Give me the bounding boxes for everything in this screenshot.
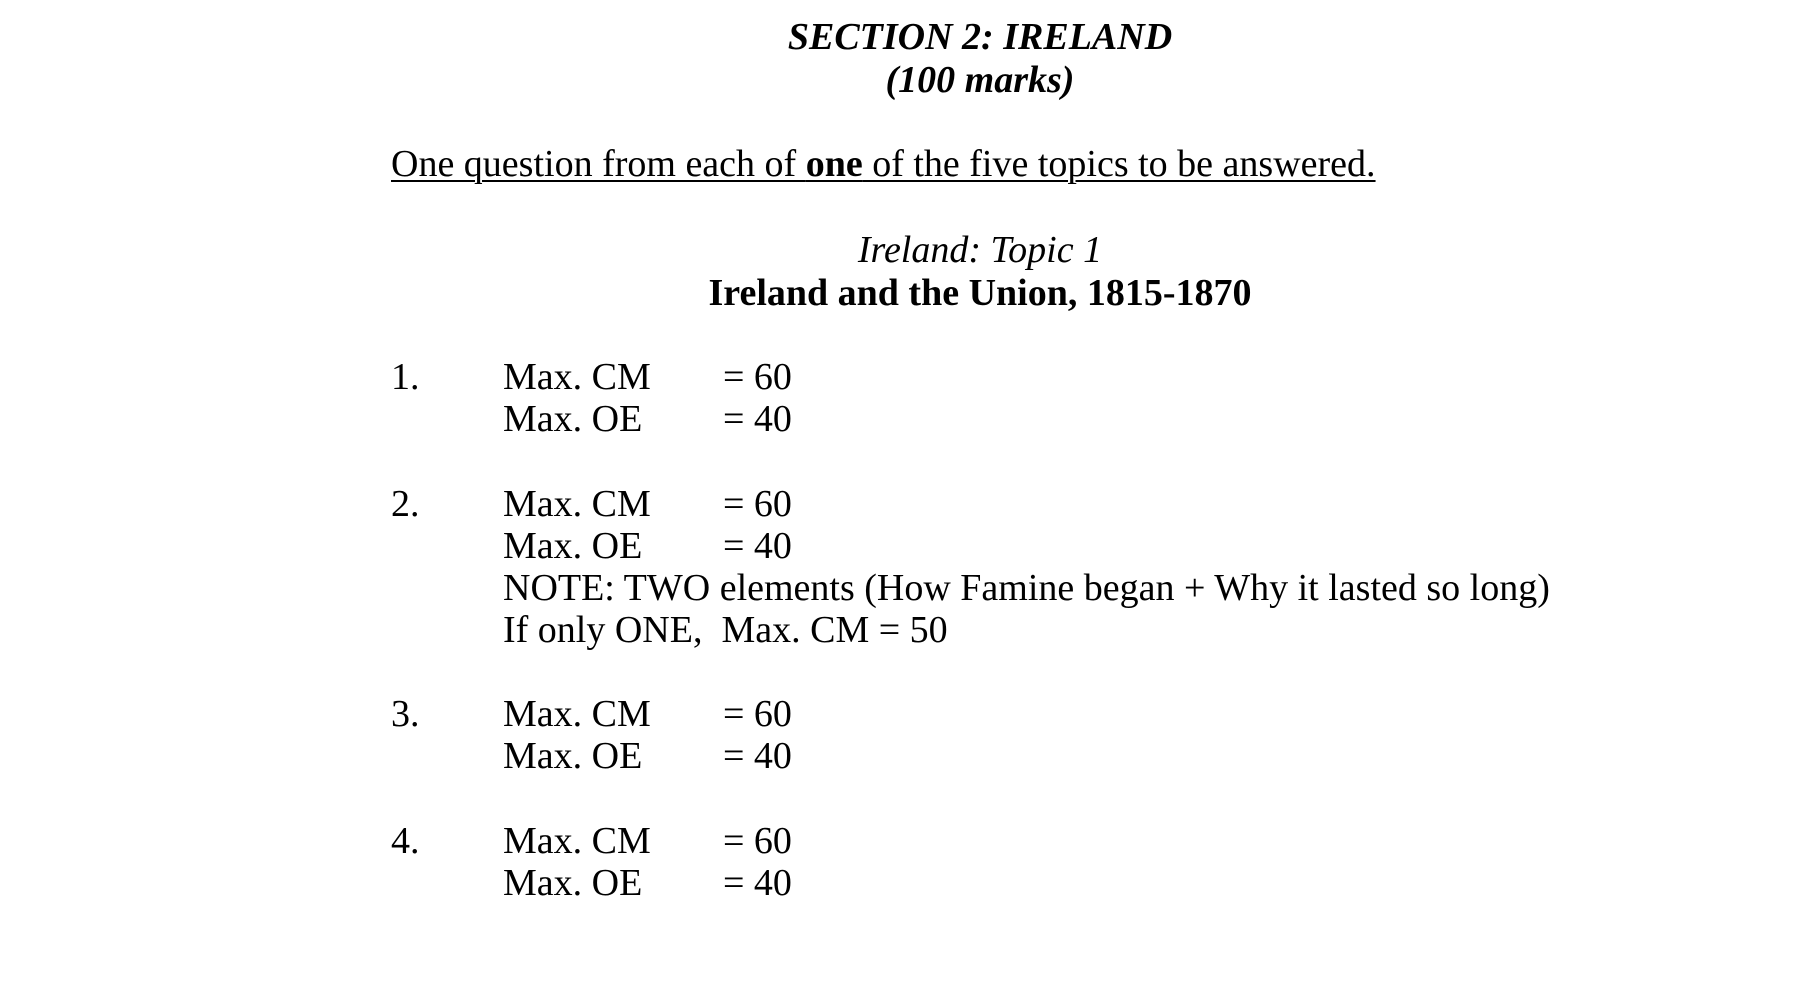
cm-row [503, 693, 792, 735]
oe-value: = 40 [723, 735, 792, 777]
topic-label: Ireland: Topic 1 [857, 229, 1103, 271]
cm-value: = 60 [723, 356, 792, 398]
question-number: 3. [391, 693, 420, 735]
cm-row [503, 483, 792, 525]
question-number: 2. [391, 483, 420, 525]
cm-label: Max. CM [503, 356, 651, 398]
oe-row [503, 398, 792, 440]
cm-label: Max. CM [503, 483, 651, 525]
instruction-line [391, 142, 1376, 186]
oe-row [503, 525, 792, 567]
topic-title: Ireland and the Union, 1815-1870 [708, 272, 1252, 314]
cm-label: Max. CM [503, 693, 651, 735]
oe-row [503, 735, 792, 777]
oe-value: = 40 [723, 862, 792, 904]
note-condition: If only ONE, Max. CM = 50 [503, 609, 948, 651]
instruction-text-after: of the five topics to be answered. [862, 143, 1376, 185]
cm-value: = 60 [723, 483, 792, 525]
oe-label: Max. OE [503, 862, 643, 904]
cm-row [503, 356, 792, 398]
cm-label: Max. CM [503, 820, 651, 862]
oe-value: = 40 [723, 398, 792, 440]
oe-label: Max. OE [503, 525, 643, 567]
question-number: 4. [391, 820, 420, 862]
oe-value: = 40 [723, 525, 792, 567]
cm-value: = 60 [723, 820, 792, 862]
instruction-emphasis: one [805, 143, 863, 185]
oe-label: Max. OE [503, 398, 643, 440]
oe-label: Max. OE [503, 735, 643, 777]
instruction-text-before: One question from each of [391, 143, 806, 185]
section-marks: (100 marks) [885, 59, 1075, 101]
cm-row [503, 820, 792, 862]
note-text: NOTE: TWO elements (How Famine began + Why it lasted so long) [503, 567, 1550, 609]
question-number: 1. [391, 356, 420, 398]
section-title: SECTION 2: IRELAND [787, 16, 1173, 58]
cm-value: = 60 [723, 693, 792, 735]
oe-row [503, 862, 792, 904]
